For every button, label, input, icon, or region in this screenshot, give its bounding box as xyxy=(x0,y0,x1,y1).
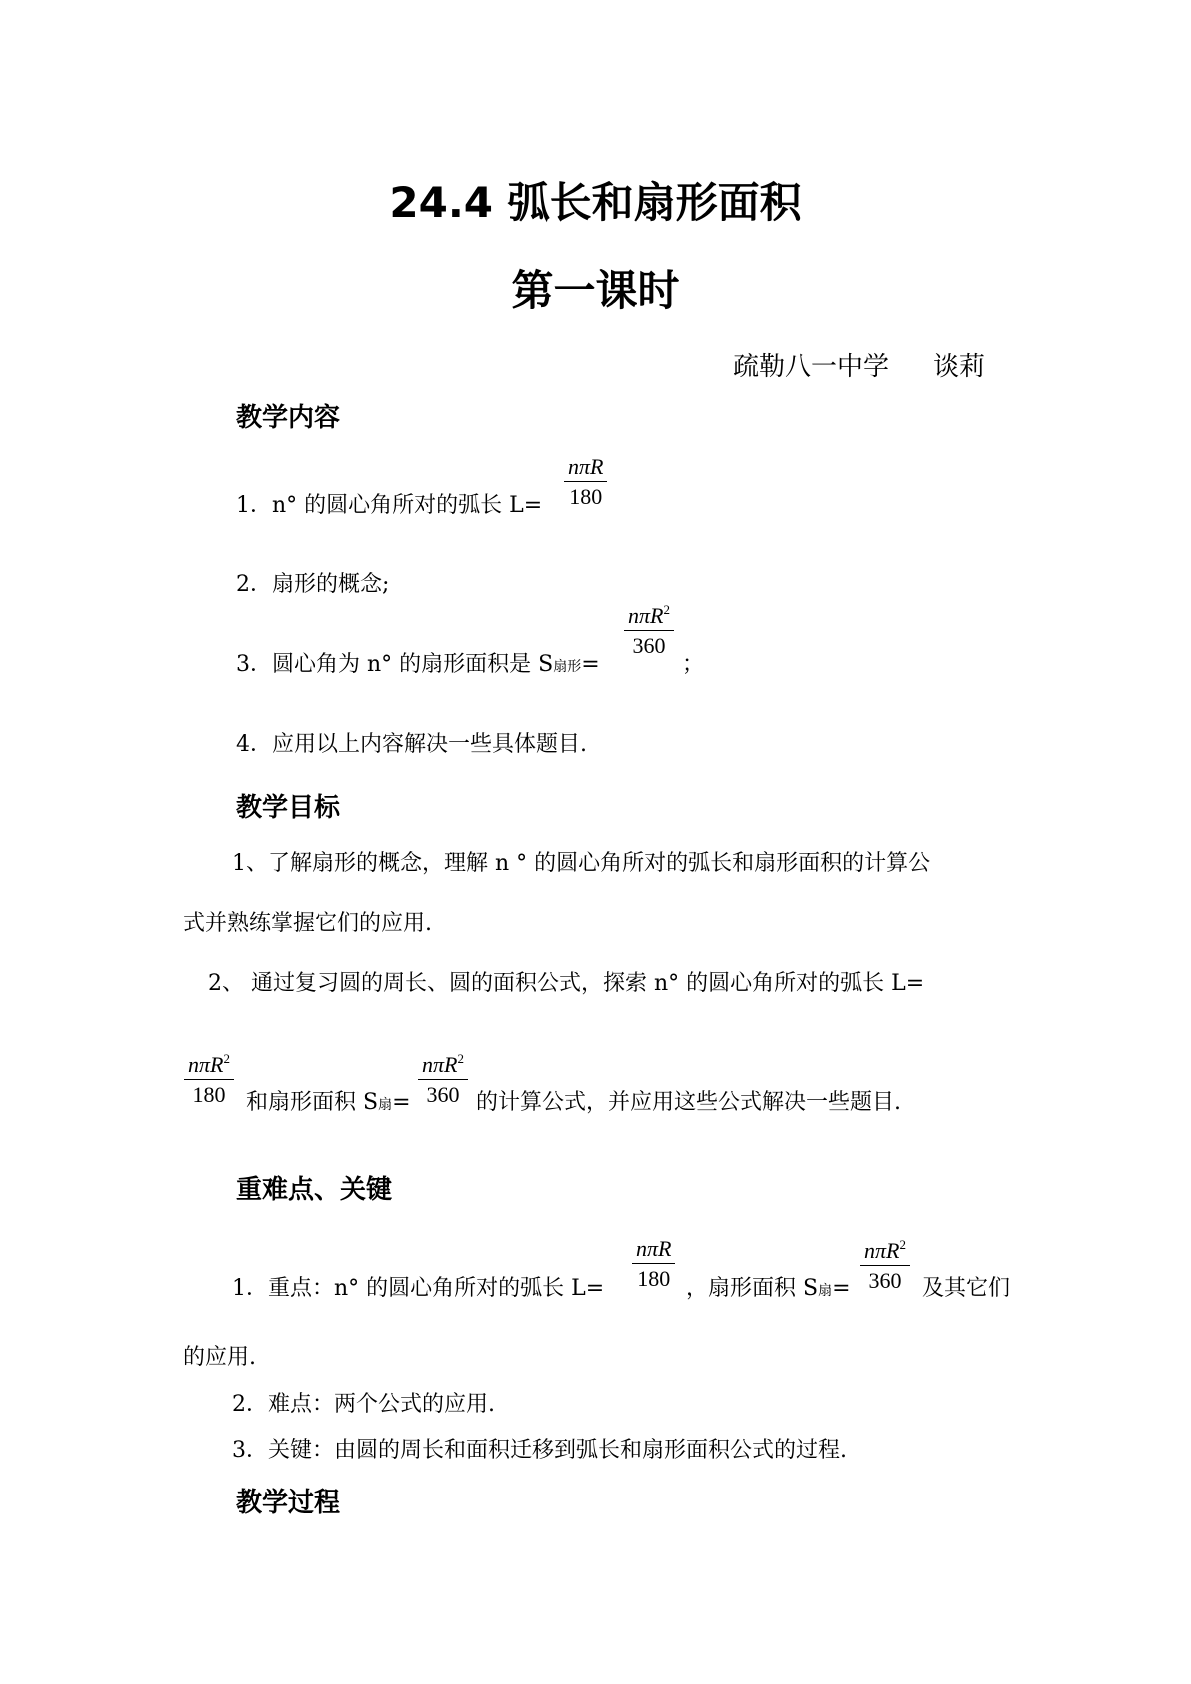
goal-1-line-2: 式并熟练掌握它们的应用. xyxy=(183,911,432,936)
subscript-sector: 扇形 xyxy=(553,659,582,675)
formula-numerator: nπR$^2$ xyxy=(860,1238,910,1266)
formula-denominator: 180 xyxy=(192,1082,226,1107)
formula-denominator: 180 xyxy=(637,1266,671,1291)
document-subtitle: 第一课时 xyxy=(511,266,680,315)
author-school: 疏勒八一中学 xyxy=(732,352,889,382)
document-title: 24.4 弧长和扇形面积 xyxy=(389,178,802,227)
key-2: 2．难点：两个公式的应用. xyxy=(232,1392,495,1417)
content-item-3: 3．圆心角为 n° 的扇形面积是 S扇形= xyxy=(236,652,600,677)
key-1-line-2: 的应用. xyxy=(183,1345,256,1370)
formula-denominator: 360 xyxy=(426,1082,460,1107)
goal-2-line-1: 2、 通过复习圆的周长、圆的面积公式，探索 n° 的圆心角所对的弧长 L= xyxy=(208,971,925,996)
content-item-3-end: ； xyxy=(682,652,705,677)
goal-1-line-1: 1、了解扇形的概念，理解 n ° 的圆心角所对的弧长和扇形面积的计算公 xyxy=(232,851,931,876)
formula-numerator: nπR$^2$ xyxy=(418,1052,468,1080)
goal-2-mid: 和扇形面积 S扇= xyxy=(246,1090,411,1115)
formula-sector-area xyxy=(624,603,674,657)
formula-denominator: 360 xyxy=(868,1268,902,1293)
subscript-sector: 扇 xyxy=(378,1097,393,1113)
subscript-sector: 扇 xyxy=(818,1283,833,1299)
goal-2-end: 的计算公式，并应用这些公式解决一些题目. xyxy=(476,1090,901,1115)
heading-content: 教学内容 xyxy=(236,403,341,433)
heading-process: 教学过程 xyxy=(236,1488,341,1518)
key-1-mid: ，扇形面积 S扇= xyxy=(686,1276,851,1301)
formula-arc-length xyxy=(632,1238,675,1290)
formula-numerator: nπR$^2$ xyxy=(184,1052,234,1080)
content-item-4: 4．应用以上内容解决一些具体题目. xyxy=(236,732,587,757)
formula-numerator: nπR xyxy=(632,1238,675,1264)
author-line xyxy=(733,346,985,383)
heading-keys: 重难点、关键 xyxy=(236,1175,393,1205)
content-item-1: 1．n° 的圆心角所对的弧长 L= xyxy=(236,493,543,518)
formula-denominator: 180 xyxy=(569,484,603,509)
key-1: 1．重点：n° 的圆心角所对的弧长 L= xyxy=(232,1276,605,1301)
key-3: 3．关键：由圆的周长和面积迁移到弧长和扇形面积公式的过程. xyxy=(232,1438,847,1463)
content-item-2: 2．扇形的概念; xyxy=(236,572,390,597)
key-1-end: 及其它们 xyxy=(922,1276,1011,1301)
author-name: 谈莉 xyxy=(932,352,985,382)
formula-denominator: 360 xyxy=(632,633,666,658)
formula-sector-area xyxy=(860,1238,910,1292)
formula-sector-area xyxy=(418,1052,468,1106)
heading-goals: 教学目标 xyxy=(236,793,341,823)
formula-numerator: nπR$^2$ xyxy=(624,603,674,631)
formula-arc-length xyxy=(564,456,607,508)
formula-numerator: nπR xyxy=(564,456,607,482)
formula-arc-length xyxy=(184,1052,234,1106)
